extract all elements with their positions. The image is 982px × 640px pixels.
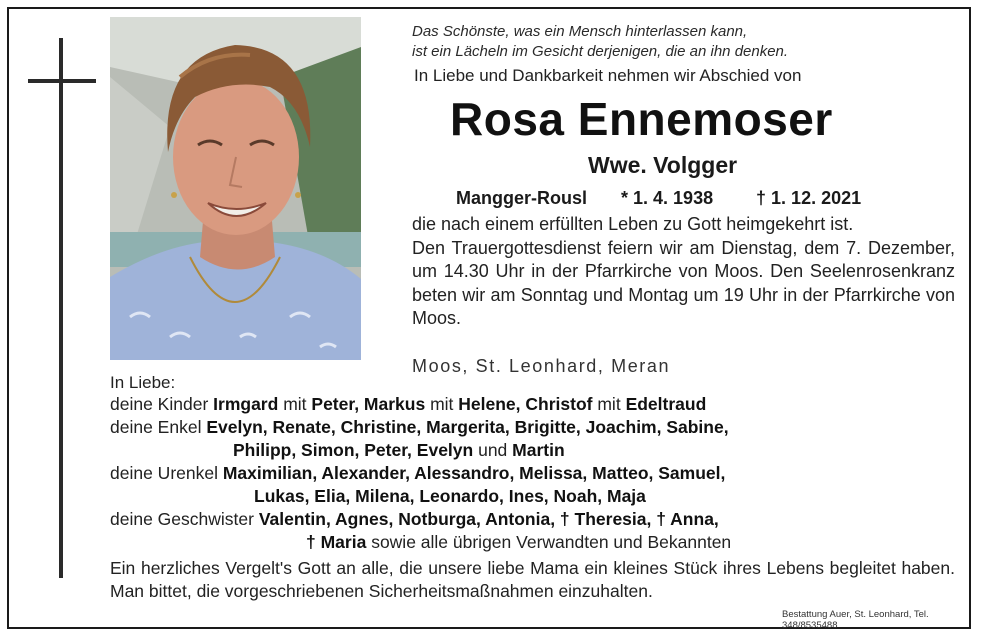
body-paragraph-2: Den Trauergottesdienst feiern wir am Dienstag, dem 7. Dezember, um 14.30 Uhr in der Pfarrkirche von Moos. Den Seelenrosenkranz beten wir am Sonntag und Montag um 19 Uhr in der Pfarrkirche von Moos. [412,237,955,328]
places: Moos, St. Leonhard, Meran [412,356,671,376]
deceased-name: Rosa Ennemoser [450,93,833,145]
death-date: † 1. 12. 2021 [756,188,862,208]
memorial-quote [412,22,952,62]
family-names: Peter, Markus [311,394,426,414]
family-names: Evelyn, Renate, Christine, Margerita, Brigitte, Joachim, Sabine, [206,417,729,437]
body-paragraph-1: die nach einem erfüllten Leben zu Gott heimgekehrt ist. [412,214,854,234]
family-names: Martin [512,440,565,460]
family-great-grandchildren-line-1 [110,463,725,484]
family-relatives: sowie alle übrigen Verwandten und Bekannten [371,532,732,552]
family-siblings-line-2 [306,532,731,553]
funeral-home-footer: Bestattung Auer, St. Leonhard, Tel. 348/8535488 [782,609,929,631]
family-connector: mit [597,394,621,414]
family-names: Lukas, Elia, Milena, Leonardo, Ines, Noah, Maja [254,486,646,506]
family-names: Helene, Christof [458,394,593,414]
family-names: † Maria [306,532,367,552]
life-dates [456,188,861,209]
closing-paragraph: Ein herzliches Vergelt's Gott an alle, die unsere liebe Mama ein kleines Stück ihres Lebens begleitet haben. Man bittet, die vorgeschriebenen Sicherheitsmaßnahmen einzuhalten. [110,558,955,601]
family-label: deine Kinder [110,394,209,414]
family-names: Valentin, Agnes, Notburga, Antonia, † Theresia, † Anna, [258,509,719,529]
family-names: Irmgard [213,394,279,414]
farewell-intro: In Liebe und Dankbarkeit nehmen wir Abschied von [414,66,802,85]
family-connector: mit [283,394,307,414]
birth-date: * 1. 4. 1938 [621,188,714,208]
nickname: Mangger-Rousl [456,188,588,208]
family-label: deine Geschwister [110,509,254,529]
family-connector: und [478,440,508,460]
quote-line-2: ist ein Lächeln im Gesicht derjenigen, die an ihn denken. [412,43,789,60]
cross-icon [59,38,63,578]
family-names: Edeltraud [625,394,707,414]
family-label: deine Enkel [110,417,202,437]
family-great-grandchildren-line-2 [254,486,646,507]
in-love-label: In Liebe: [110,373,176,392]
quote-line-1: Das Schönste, was ein Mensch hinterlassen kann, [412,23,748,40]
cross-icon-bar [28,79,96,83]
family-names: Maximilian, Alexander, Alessandro, Melissa, Matteo, Samuel, [222,463,726,483]
deceased-subname: Wwe. Volgger [588,152,738,178]
portrait-photo [110,17,361,360]
family-connector: mit [430,394,454,414]
closing-text [110,557,955,603]
family-names: Philipp, Simon, Peter, Evelyn [233,440,474,460]
family-children-line [110,394,706,415]
family-grandchildren-line-2 [233,440,565,461]
family-label: deine Urenkel [110,463,218,483]
obituary-body [412,213,955,331]
family-grandchildren-line-1 [110,417,729,438]
family-siblings-line-1 [110,509,719,530]
